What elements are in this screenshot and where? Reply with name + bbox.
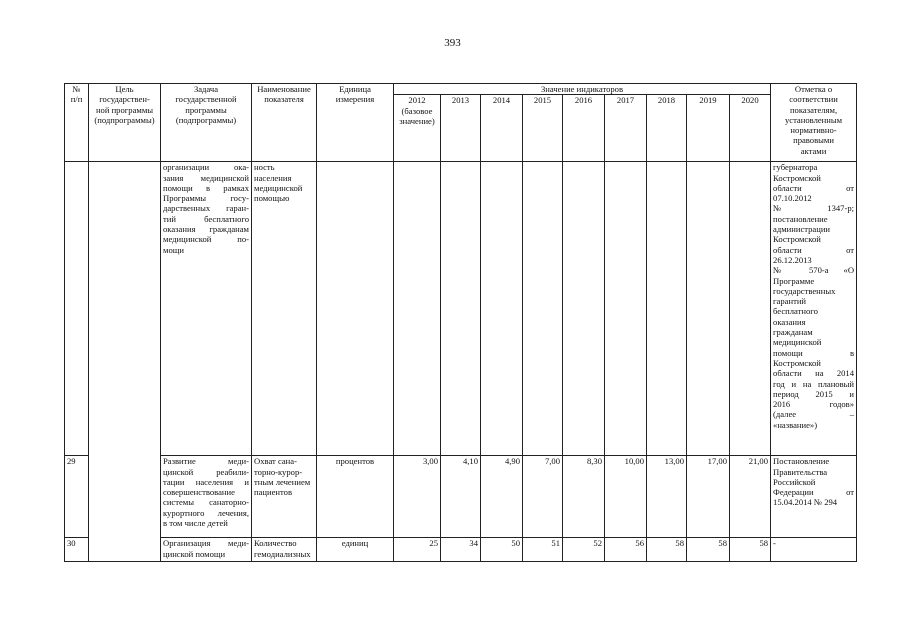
cell-line: помощи в рамках <box>163 182 249 193</box>
header-goal <box>89 84 161 162</box>
cell-line: губернатора <box>773 162 818 173</box>
cell-line: мощи <box>163 244 184 255</box>
cell-line: Количество <box>254 538 297 549</box>
cell-value: 4,90 <box>481 456 523 538</box>
cell-line: Программе <box>773 275 815 286</box>
cell-task <box>161 456 252 538</box>
cell-line: (далее – <box>773 409 855 420</box>
cell-line: Костромской <box>773 234 821 245</box>
table-row <box>65 538 857 562</box>
header-num <box>65 84 89 162</box>
cell-line: Федерации от <box>773 487 855 498</box>
cell-line: Наименование <box>257 84 311 94</box>
cell-line: гражданам <box>773 327 813 338</box>
header-year: 2016 <box>563 95 605 162</box>
cell-line: тий бесплатного <box>163 213 249 224</box>
header-unit <box>317 84 394 162</box>
cell-task <box>161 538 252 562</box>
cell-value: 25 <box>394 538 441 562</box>
cell-line: тным лечением <box>254 476 311 487</box>
cell-line: Единица <box>339 84 371 94</box>
cell-line: зания медицинской <box>163 172 249 183</box>
cell-value <box>394 162 441 456</box>
cell-value <box>605 162 647 456</box>
cell-mark <box>771 456 857 538</box>
cell-line: показателям, <box>789 104 838 115</box>
cell-line: бесплатного <box>773 306 818 317</box>
cell-value <box>441 162 481 456</box>
cell-line: Российской <box>773 476 816 487</box>
cell-line: медицинской <box>254 182 303 193</box>
cell-value <box>687 162 730 456</box>
cell-line: населения <box>254 172 292 183</box>
cell-line: Костромской <box>773 172 821 183</box>
cell-line: области от <box>773 244 855 255</box>
cell-line: оказания гражданам <box>163 224 249 235</box>
cell-line: соответствии <box>789 94 838 105</box>
cell-line: - <box>773 538 776 549</box>
cell-line: правовыми <box>793 135 834 146</box>
header-year: 2019 <box>687 95 730 162</box>
cell-value: 21,00 <box>730 456 771 538</box>
cell-line: программы <box>185 104 227 115</box>
cell-line: в том числе детей <box>163 518 228 529</box>
cell-num: 29 <box>65 456 89 538</box>
cell-line: цинской реабили- <box>163 466 249 477</box>
cell-line: торно-курор- <box>254 466 303 477</box>
cell-line: нормативно- <box>790 125 837 136</box>
cell-line: государствен- <box>99 94 150 105</box>
cell-line: гемодиализных <box>254 548 311 559</box>
cell-line: организации ока- <box>163 162 249 173</box>
cell-line: (подпрограммы) <box>175 114 237 125</box>
cell-line: помощи в <box>773 347 855 358</box>
cell-line: медицинской по- <box>163 234 249 245</box>
cell-line: Отметка о <box>794 84 833 94</box>
cell-line: № 1347-р; <box>773 203 855 214</box>
cell-line: области на 2014 <box>773 368 855 379</box>
cell-line: государственной <box>175 94 237 105</box>
cell-line: (подпрограммы) <box>94 114 155 125</box>
cell-num: 30 <box>65 538 89 562</box>
cell-indicator <box>252 162 317 456</box>
cell-line: цинской помощи <box>163 548 226 559</box>
cell-line: дарственных гаран- <box>163 203 249 214</box>
cell-line: Костромской <box>773 357 821 368</box>
cell-line: Развитие меди- <box>163 456 249 467</box>
cell-line: № <box>72 84 81 94</box>
cell-line: измерения <box>335 94 375 105</box>
cell-value: 58 <box>730 538 771 562</box>
cell-line: п/п <box>70 94 83 105</box>
cell-line: области от <box>773 182 855 193</box>
cell-value: 58 <box>687 538 730 562</box>
cell-line: 2012 <box>408 95 426 106</box>
cell-mark <box>771 538 857 562</box>
cell-indicator <box>252 538 317 562</box>
cell-line: медицинской <box>773 337 822 348</box>
cell-line: совершенствование <box>163 487 235 498</box>
cell-line: Правительства <box>773 466 828 477</box>
cell-value: 56 <box>605 538 647 562</box>
cell-line: оказания <box>773 316 806 327</box>
cell-unit: единиц <box>317 538 394 562</box>
cell-goal <box>89 162 161 562</box>
cell-line: ность <box>254 162 275 173</box>
cell-line: Организация меди- <box>163 538 249 549</box>
header-year: 2017 <box>605 95 647 162</box>
cell-indicator <box>252 456 317 538</box>
cell-line: Программы госу- <box>163 193 249 204</box>
cell-line: ной программы <box>95 104 154 115</box>
cell-value: 50 <box>481 538 523 562</box>
cell-unit: процентов <box>317 456 394 538</box>
cell-line: тации населения и <box>163 476 249 487</box>
header-year: 2014 <box>481 95 523 162</box>
cell-line: актами <box>800 145 827 156</box>
cell-value: 8,30 <box>563 456 605 538</box>
cell-line: системы санаторно- <box>163 497 249 508</box>
cell-line: Задача <box>193 84 219 94</box>
cell-value: 34 <box>441 538 481 562</box>
page-number: 393 <box>444 37 461 49</box>
header-task <box>161 84 252 162</box>
header-year: 2015 <box>523 95 563 162</box>
cell-line: значение) <box>399 115 435 126</box>
cell-line: год и на плановый <box>773 378 855 389</box>
cell-value <box>563 162 605 456</box>
header-year-2012 <box>394 95 441 162</box>
cell-line: показателя <box>264 94 304 105</box>
cell-num <box>65 162 89 456</box>
cell-value: 4,10 <box>441 456 481 538</box>
cell-unit <box>317 162 394 456</box>
cell-line: (базовое <box>401 105 433 116</box>
header-indicator <box>252 84 317 162</box>
cell-value: 52 <box>563 538 605 562</box>
cell-line: Постановление <box>773 456 830 467</box>
cell-mark <box>771 162 857 456</box>
cell-line: пациентов <box>254 487 293 498</box>
cell-line: Охват сана- <box>254 456 297 467</box>
cell-line: 07.10.2012 <box>773 193 812 204</box>
cell-line: период 2015 и <box>773 388 855 399</box>
cell-value: 13,00 <box>647 456 687 538</box>
cell-line: 26.12.2013 <box>773 254 812 265</box>
cell-line: постановление <box>773 213 828 224</box>
cell-value: 7,00 <box>523 456 563 538</box>
cell-value: 58 <box>647 538 687 562</box>
cell-value: 10,00 <box>605 456 647 538</box>
cell-line: администрации <box>773 224 831 235</box>
cell-value: 51 <box>523 538 563 562</box>
cell-line: Цель <box>115 84 134 94</box>
indicators-table <box>64 83 857 562</box>
cell-line: № 570-а «О <box>773 265 855 276</box>
cell-line: установленным <box>784 114 843 125</box>
header-year: 2020 <box>730 95 771 162</box>
cell-value <box>523 162 563 456</box>
table-row <box>65 162 857 456</box>
cell-line: курортного лечения, <box>163 507 249 518</box>
header-mark <box>771 84 857 162</box>
cell-line: гарантий <box>773 296 807 307</box>
cell-value: 3,00 <box>394 456 441 538</box>
cell-value <box>647 162 687 456</box>
cell-value <box>481 162 523 456</box>
cell-line: «название») <box>773 419 818 430</box>
header-year: 2013 <box>441 95 481 162</box>
cell-value <box>730 162 771 456</box>
cell-line: помощью <box>254 193 290 204</box>
header-year: 2018 <box>647 95 687 162</box>
cell-line: 2016 годов» <box>773 399 855 410</box>
cell-line: государственных <box>773 285 836 296</box>
header-values-group: Значение индикаторов <box>394 84 771 95</box>
cell-line: 15.04.2014 № 294 <box>773 497 838 508</box>
cell-task <box>161 162 252 456</box>
cell-value: 17,00 <box>687 456 730 538</box>
table-row <box>65 456 857 538</box>
